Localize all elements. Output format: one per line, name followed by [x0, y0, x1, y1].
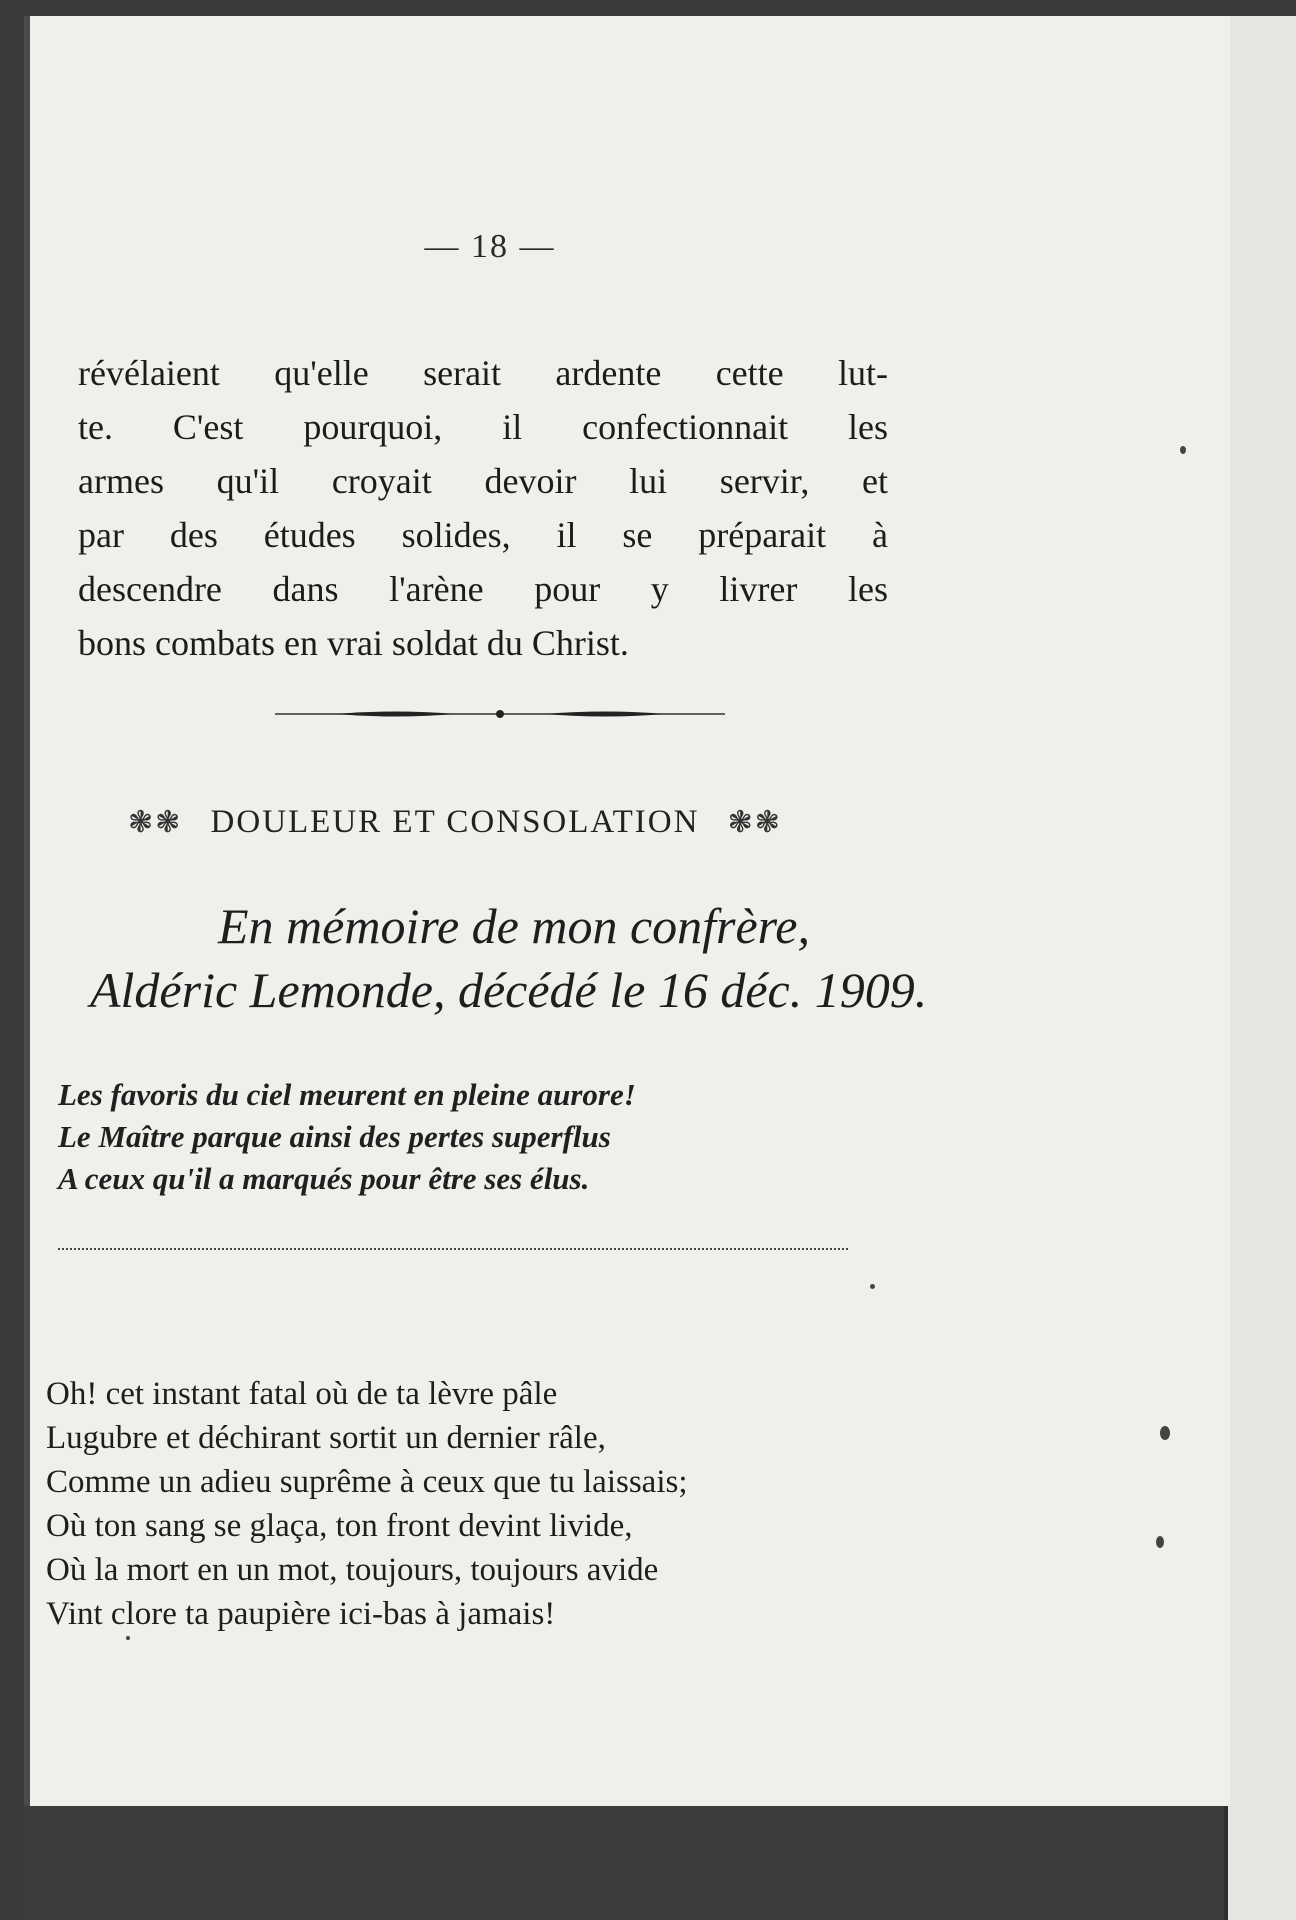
- epigraph-line: Le Maître parque ainsi des pertes superflus: [58, 1119, 611, 1154]
- scan-speck: [870, 1284, 875, 1289]
- prose-line: armes qu'il croyait devoir lui servir, et: [78, 461, 888, 501]
- prose-line: par des études solides, il se préparait à: [78, 515, 888, 555]
- scan-speck: [1156, 1536, 1164, 1548]
- poem-line: Lugubre et déchirant sortit un dernier râle,: [46, 1420, 606, 1456]
- fleuron-icon: ❃❃: [727, 806, 782, 839]
- poem-line: Oh! cet instant fatal où de ta lèvre pâle: [46, 1376, 558, 1412]
- scan-speck: [1160, 1426, 1170, 1440]
- poem-stanza: [46, 1372, 926, 1636]
- poem-line: Où la mort en un mot, toujours, toujours avide: [46, 1552, 659, 1588]
- dedication-line: Aldéric Lemonde, décédé le 16 déc. 1909.: [90, 962, 928, 1018]
- book-page: [24, 16, 1230, 1806]
- dedication-line: En mémoire de mon confrère,: [218, 898, 810, 954]
- section-title: DOULEUR ET CONSOLATION: [210, 804, 700, 840]
- fleuron-icon: ❃❃: [128, 806, 183, 839]
- epigraph-line: Les favoris du ciel meurent en pleine aurore!: [58, 1077, 636, 1112]
- ornamental-divider: [275, 706, 725, 722]
- poem-line: Où ton sang se glaça, ton front devint livide,: [46, 1508, 633, 1544]
- scan-speck: [126, 1636, 130, 1640]
- prose-line: descendre dans l'arène pour y livrer les: [78, 569, 888, 609]
- prose-line: te. C'est pourquoi, il confectionnait les: [78, 407, 888, 447]
- dedication: [90, 894, 1010, 1022]
- page-number: — 18 —: [424, 228, 556, 265]
- prose-paragraph: [78, 346, 888, 670]
- poem-line: Vint clore ta paupière ici-bas à jamais!: [46, 1596, 556, 1632]
- dotted-divider: [58, 1248, 848, 1250]
- scan-speck: [1180, 446, 1186, 454]
- scan-bottom-margin: [24, 1806, 1224, 1920]
- epigraph: [58, 1074, 858, 1200]
- adjacent-page-edge: [1224, 16, 1296, 1920]
- prose-line: révélaient qu'elle serait ardente cette lut-: [78, 353, 888, 393]
- prose-line: bons combats en vrai soldat du Christ.: [78, 623, 629, 663]
- poem-line: Comme un adieu suprême à ceux que tu laissais;: [46, 1464, 688, 1500]
- epigraph-line: A ceux qu'il a marqués pour être ses élus.: [58, 1161, 590, 1196]
- section-heading: [110, 804, 990, 841]
